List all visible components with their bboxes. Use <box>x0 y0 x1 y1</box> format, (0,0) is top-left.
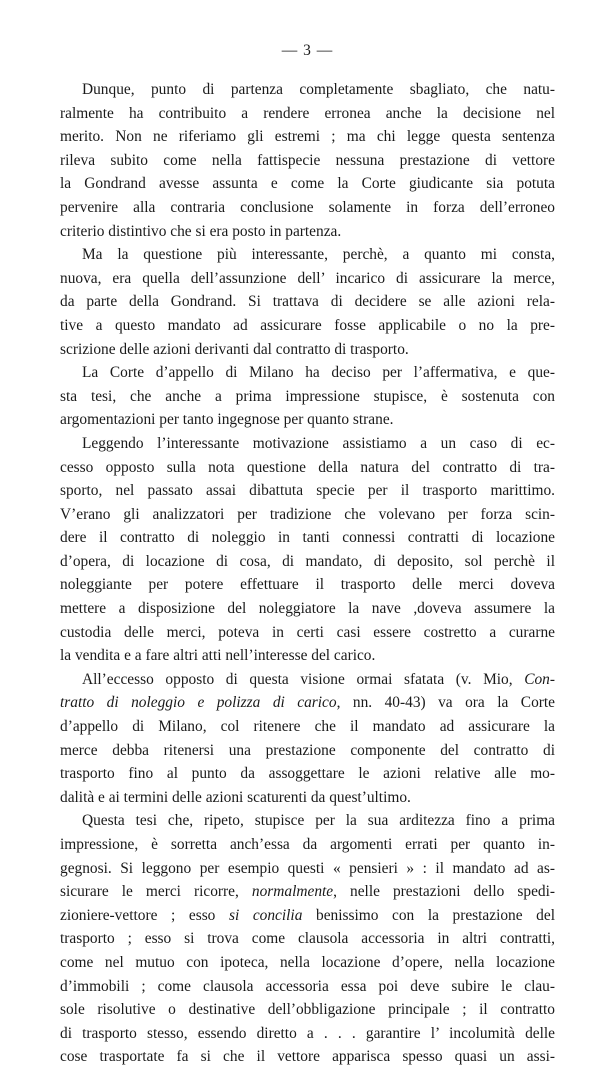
body-text <box>60 78 555 1069</box>
text-line <box>60 786 555 810</box>
text-segment: , nelle prestazioni dello spedi- <box>333 883 555 901</box>
text-segment: di trasporto stesso, essendo diretto a . . . garantire l’ incolumità delle <box>60 1024 555 1042</box>
text-line <box>60 314 555 338</box>
text-line <box>60 597 555 621</box>
text-segment: cose trasportate fa si che il vettore apparisca spesso quasi un assi- <box>60 1048 555 1066</box>
text-line <box>60 857 555 881</box>
text-segment: mettere a disposizione del noleggiatore la nave ,doveva assumere la <box>60 600 555 618</box>
text-line <box>60 1045 555 1069</box>
text-line <box>60 102 555 126</box>
text-line <box>60 975 555 999</box>
text-line <box>60 503 555 527</box>
text-line <box>60 739 555 763</box>
text-line <box>60 621 555 645</box>
text-line <box>60 1022 555 1046</box>
text-segment: trasporto ; esso si trova come clausola accessoria in altri contratti, <box>60 930 555 948</box>
text-segment: Leggendo l’interessante motivazione assistiamo a un caso di ec- <box>82 434 555 452</box>
text-segment: sicurare le merci ricorre, <box>60 883 252 901</box>
text-line <box>60 833 555 857</box>
text-line <box>60 550 555 574</box>
text-line <box>60 361 555 385</box>
text-segment: d’appello di Milano, col ritenere che il mandato ad assicurare la <box>60 718 555 736</box>
text-segment: custodia delle merci, poteva in certi casi essere costretto a curarne <box>60 623 555 641</box>
text-line <box>60 196 555 220</box>
text-line <box>60 78 555 102</box>
text-segment: merce debba ritenersi una prestazione componente del contratto di <box>60 741 555 759</box>
text-segment: gegnosi. Si leggono per esempio questi « pensieri » : il mandato ad as- <box>60 859 555 877</box>
text-line <box>60 762 555 786</box>
text-segment: Dunque, punto di partenza completamente sbagliato, che natu- <box>82 81 555 98</box>
text-line <box>60 243 555 267</box>
text-segment: d’immobili ; come clausola accessoria essa poi deve subire le clau- <box>60 977 555 995</box>
text-segment: benissimo con la prestazione del <box>302 906 555 924</box>
text-segment: cesso opposto sulla nota questione della natura del contratto di tra- <box>60 458 555 476</box>
text-segment: nuova, era quella dell’assunzione dell’ incarico di assicurare la merce, <box>60 269 555 287</box>
text-line <box>60 385 555 409</box>
text-segment: ralmente ha contribuito a rendere erronea anche la decisione nel <box>60 104 555 122</box>
italic-text: normalmente <box>251 883 334 901</box>
text-line <box>60 526 555 550</box>
text-segment: dalità e ai termini delle azioni scaturenti da quest’ultimo. <box>60 788 411 806</box>
text-segment: pervenire alla contraria conclusione solamente in forza dell’erroneo <box>60 198 555 216</box>
text-line <box>60 904 555 928</box>
italic-text: Con- <box>524 670 555 688</box>
text-segment: La Corte d’appello di Milano ha deciso per l’affermativa, e que- <box>82 364 555 382</box>
page-number: — 3 — <box>281 42 334 59</box>
italic-text: si concilia <box>228 906 303 924</box>
text-segment: da parte della Gondrand. Si trattava di decidere se alle azioni rela- <box>60 293 555 311</box>
text-segment: come nel mutuo con ipoteca, nella locazione d’opere, nella locazione <box>60 953 555 971</box>
text-line <box>60 456 555 480</box>
text-line <box>60 927 555 951</box>
text-segment: la vendita e a fare altri atti nell’interesse del carico. <box>60 647 376 665</box>
text-segment: criterio distintivo che si era posto in partenza. <box>60 222 342 240</box>
text-segment: Questa tesi che, ripeto, stupisce per la sua arditezza fino a prima <box>82 812 555 830</box>
italic-text: tratto di noleggio e polizza di carico <box>60 694 337 712</box>
text-segment: la Gondrand avesse assunta e come la Corte giudicante sia potuta <box>60 175 555 193</box>
text-line <box>60 691 555 715</box>
text-segment: sta tesi, che anche a prima impressione stupisce, è sostenuta con <box>60 387 555 405</box>
text-line <box>60 644 555 668</box>
text-segment: merito. Non ne riferiamo gli estremi ; ma chi legge questa sentenza <box>60 128 555 146</box>
text-line <box>60 408 555 432</box>
text-line <box>60 432 555 456</box>
text-line <box>60 951 555 975</box>
text-line <box>60 338 555 362</box>
text-line <box>60 149 555 173</box>
text-line <box>60 290 555 314</box>
text-line <box>60 125 555 149</box>
text-line <box>60 479 555 503</box>
text-line <box>60 573 555 597</box>
text-segment: rileva subito come nella fattispecie nessuna prestazione di vettore <box>60 151 555 169</box>
text-segment: , nn. 40-43) va ora la Corte <box>336 694 555 712</box>
text-segment: sporto, nel passato assai dibattuta specie per il trasporto marittimo. <box>60 482 555 500</box>
text-line <box>60 668 555 692</box>
text-segment: impressione, è sorretta anch’essa da argomenti errati per quanto in- <box>60 836 555 853</box>
text-segment: noleggiante per potere effettuare il trasporto delle merci doveva <box>60 576 555 594</box>
text-line <box>60 880 555 904</box>
text-segment: sole risolutive o destinative dell’obbligazione principale ; il contratto <box>60 1001 555 1019</box>
text-segment: V’erano gli analizzatori per tradizione che volevano per forza scin- <box>60 505 555 523</box>
text-segment: dere il contratto di noleggio in tanti connessi contratti di locazione <box>60 529 555 547</box>
text-segment: zioniere-vettore ; esso <box>60 906 229 924</box>
text-segment: tive a questo mandato ad assicurare fosse applicabile o no la pre- <box>60 316 555 334</box>
text-line <box>60 809 555 833</box>
text-segment: scrizione delle azioni derivanti dal contratto di trasporto. <box>60 340 409 358</box>
text-line <box>60 715 555 739</box>
text-line <box>60 220 555 244</box>
text-line <box>60 998 555 1022</box>
text-line <box>60 172 555 196</box>
text-segment: trasporto fino al punto da assoggettare le azioni relative alle mo- <box>60 765 555 783</box>
text-line <box>60 267 555 291</box>
text-segment: All’eccesso opposto di questa visione ormai sfatata (v. Mio, <box>82 670 525 688</box>
text-segment: argomentazioni per tanto ingegnose per quanto strane. <box>60 411 394 429</box>
text-segment: Ma la questione più interessante, perchè, a quanto mi consta, <box>82 246 555 264</box>
text-segment: d’opera, di locazione di cosa, di mandato, di deposito, sol perchè il <box>60 552 555 570</box>
